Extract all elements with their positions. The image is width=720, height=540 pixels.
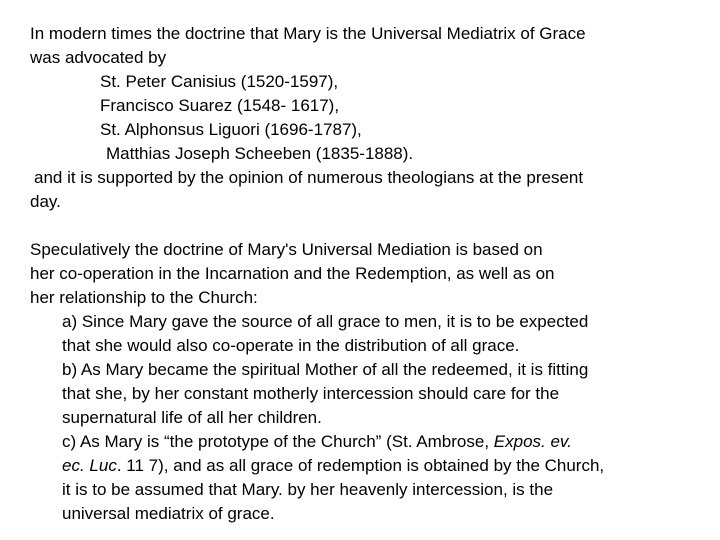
point-c-line-4: universal mediatrix of grace. bbox=[62, 504, 275, 523]
point-a-line-2: that she would also co-operate in the distribution of all grace. bbox=[62, 336, 520, 355]
point-a-line-1: a) Since Mary gave the source of all grace to men, it is to be expected bbox=[62, 312, 589, 331]
point-b-line-3: supernatural life of all her children. bbox=[62, 408, 322, 427]
point-c-line-2-text: . 11 7), and as all grace of redemption is obtained by the Church, bbox=[116, 456, 605, 475]
point-c-citation-ec: ec. bbox=[62, 456, 85, 475]
advocate-liguori: St. Alphonsus Liguori (1696-1787), bbox=[100, 120, 362, 139]
intro-line-1: In modern times the doctrine that Mary is the Universal Mediatrix of Grace bbox=[30, 24, 586, 43]
advocate-canisius: St. Peter Canisius (1520-1597), bbox=[100, 72, 339, 91]
intro-line-2: was advocated by bbox=[30, 48, 167, 67]
speculative-line-1: Speculatively the doctrine of Mary's Universal Mediation is based on bbox=[30, 240, 543, 259]
speculative-line-2: her co-operation in the Incarnation and the Redemption, as well as on bbox=[30, 264, 555, 283]
advocate-suarez: Francisco Suarez (1548- 1617), bbox=[100, 96, 340, 115]
point-c-citation-luc: Luc bbox=[89, 456, 117, 475]
conclusion-line-1: and it is supported by the opinion of numerous theologians at the present bbox=[34, 168, 584, 187]
point-b-line-2: that she, by her constant motherly intercession should care for the bbox=[62, 384, 560, 403]
point-c-line-1 bbox=[62, 430, 572, 454]
conclusion-line-2: day. bbox=[30, 192, 61, 211]
point-c-citation-expos: Expos. ev. bbox=[493, 432, 572, 451]
point-c-text: c) As Mary is “the prototype of the Church” (St. Ambrose, bbox=[62, 432, 494, 451]
speculative-line-3: her relationship to the Church: bbox=[30, 288, 258, 307]
point-c-line-3: it is to be assumed that Mary. by her heavenly intercession, is the bbox=[62, 480, 554, 499]
point-c-line-2 bbox=[62, 454, 604, 478]
advocate-scheeben: Matthias Joseph Scheeben (1835-1888). bbox=[106, 144, 414, 163]
point-b-line-1: b) As Mary became the spiritual Mother of all the redeemed, it is fitting bbox=[62, 360, 589, 379]
